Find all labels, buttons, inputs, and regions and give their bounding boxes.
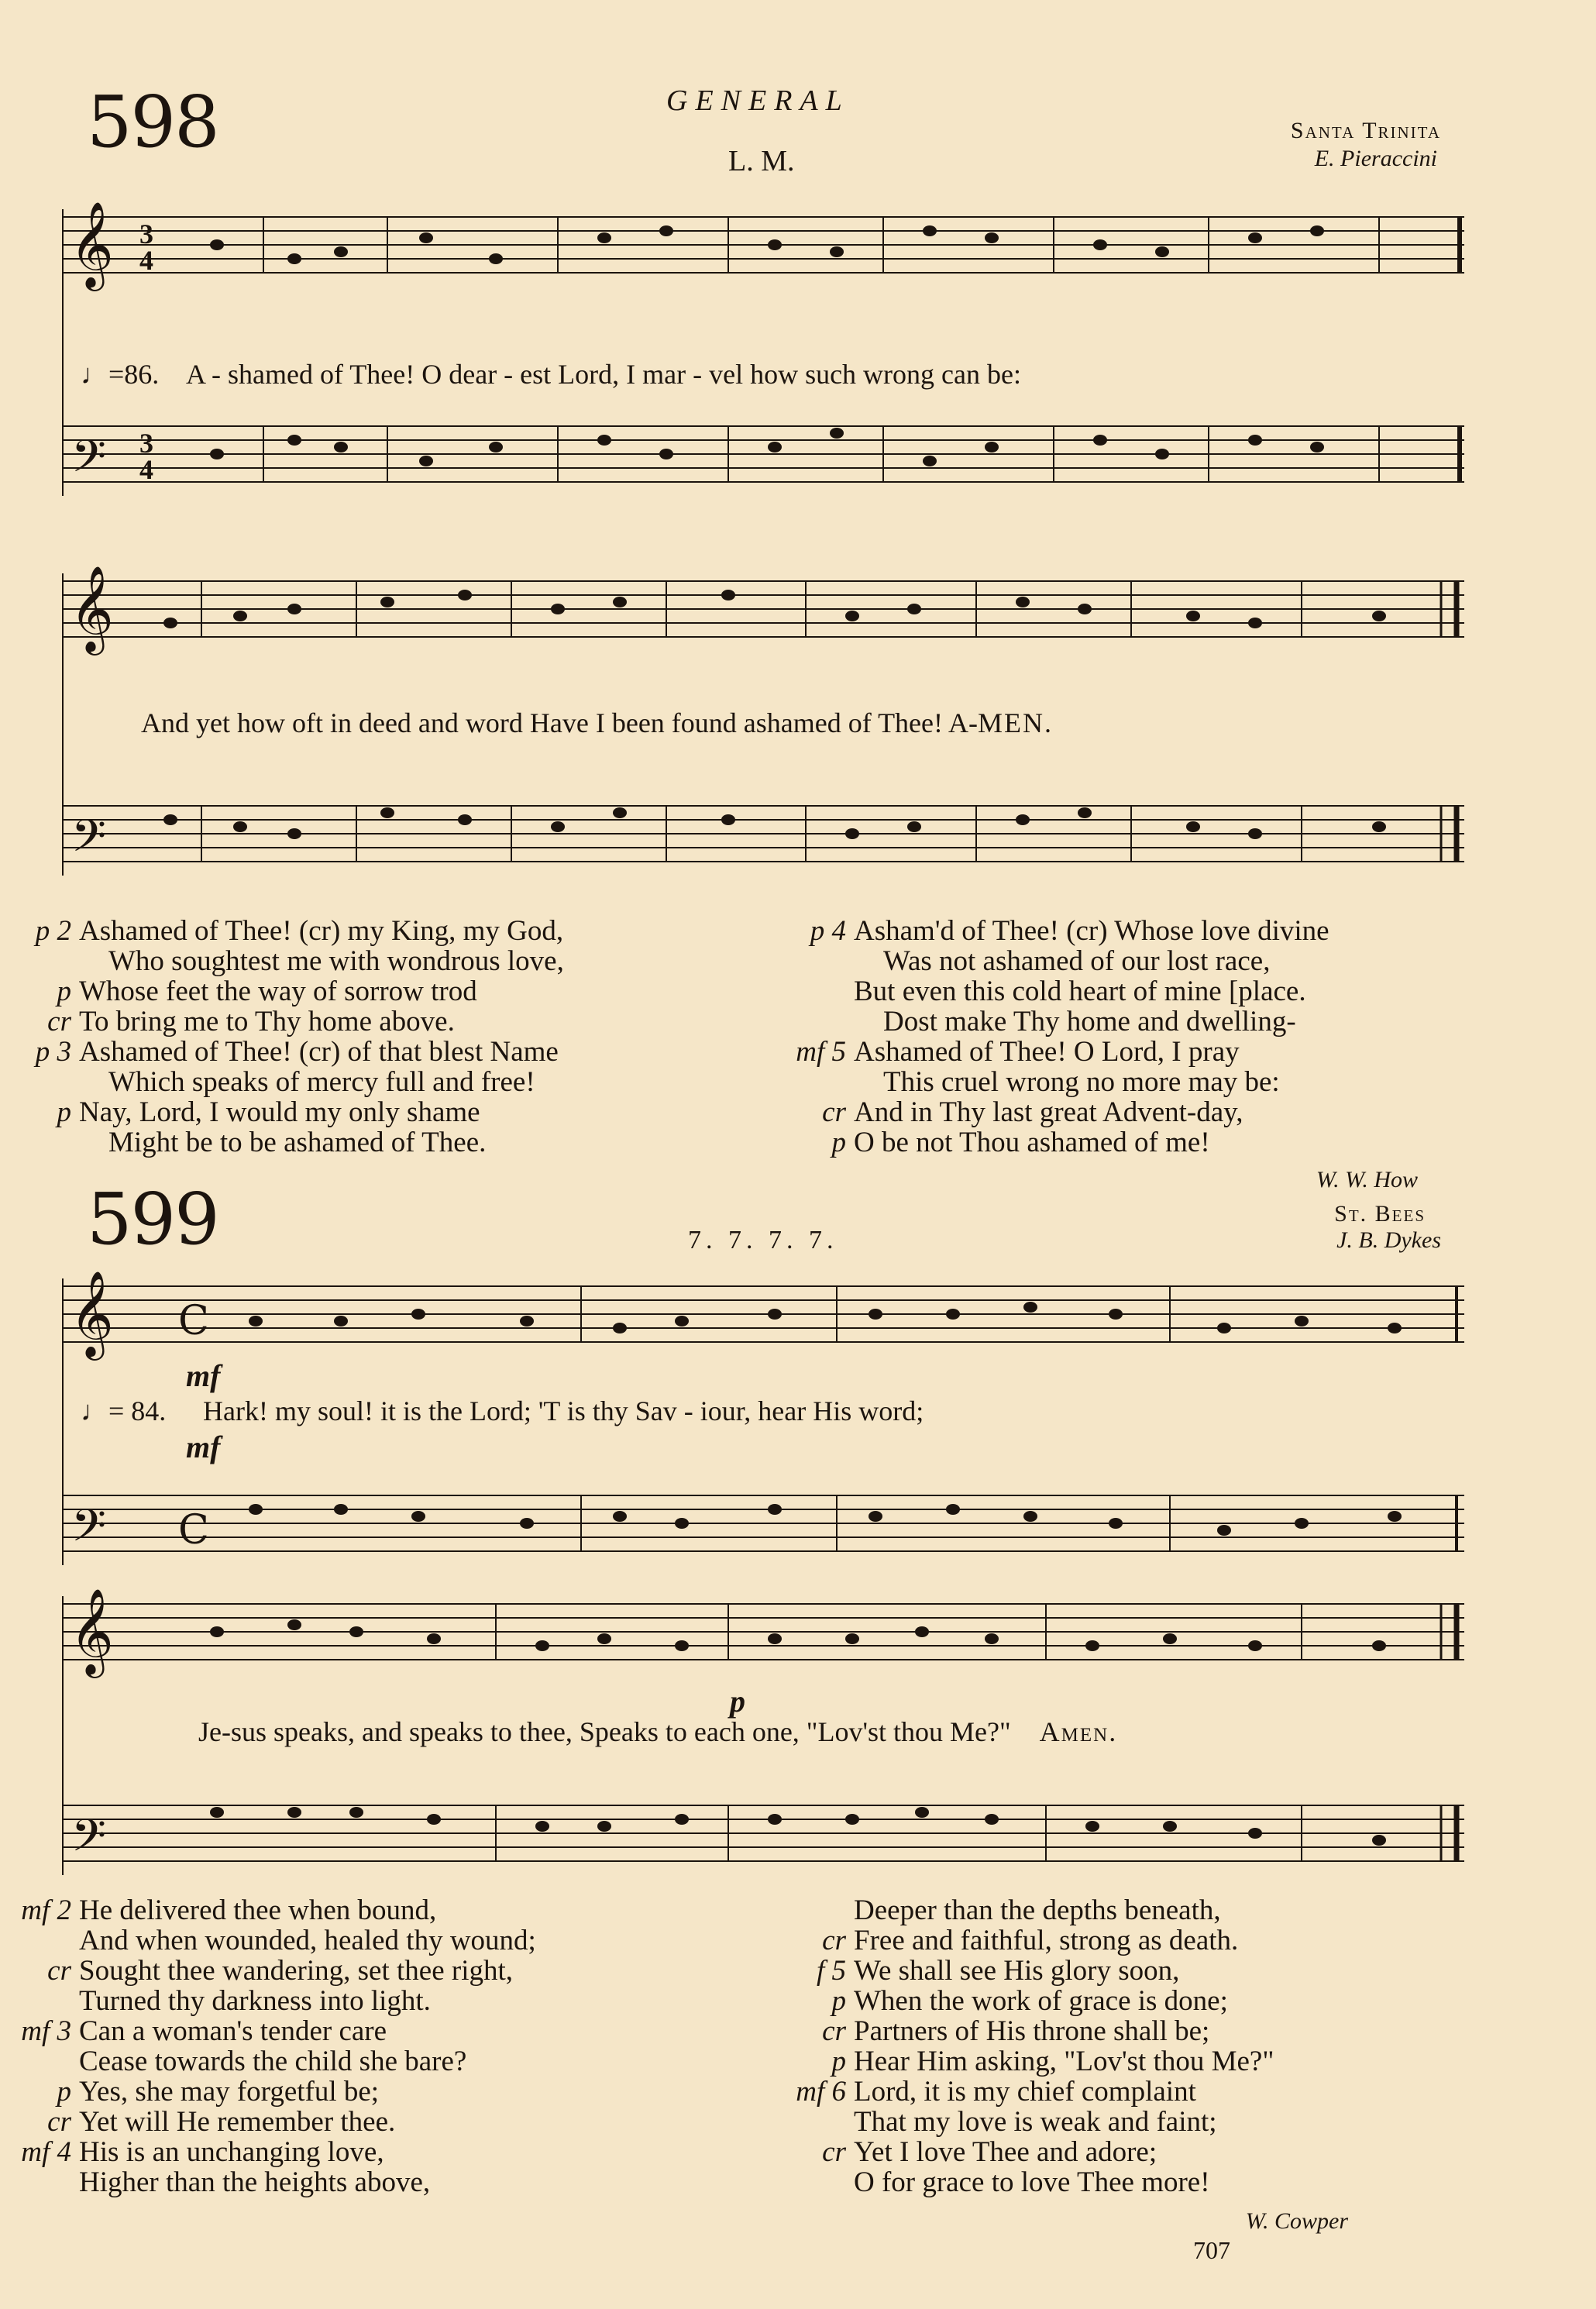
hymn-number: 598	[87, 81, 218, 163]
verse-dynamic	[0, 2167, 79, 2197]
verse-text: Was not ashamed of our lost race,	[883, 945, 1271, 977]
verse-text: Deeper than the depths beneath,	[854, 1894, 1221, 1926]
verse-line	[775, 1895, 1550, 1925]
svg-text:𝄞: 𝄞	[70, 1588, 114, 1674]
verse-text: And when wounded, healed thy wound;	[79, 1925, 536, 1956]
verse-text: O for grace to love Thee more!	[854, 2166, 1210, 2198]
svg-text:C: C	[178, 1507, 209, 1554]
verse-dynamic: cr	[822, 1096, 846, 1128]
quarter-note-icon: ♩	[81, 1395, 108, 1426]
composer-name: J. B. Dykes	[1336, 1227, 1441, 1253]
verse-text: Ashamed of Thee! (cr) of that blest Name	[79, 1036, 559, 1068]
verse-text: Yet I love Thee and adore;	[854, 2136, 1157, 2168]
verse-line	[0, 976, 783, 1007]
tune-name: Santa Trinita	[1290, 118, 1441, 143]
verse-line	[775, 1097, 1550, 1127]
svg-text:𝄞: 𝄞	[70, 201, 114, 287]
svg-text:C: C	[178, 1298, 209, 1344]
verse-text: Whose feet the way of sorrow trod	[79, 976, 477, 1007]
verse-dynamic: mf 3	[21, 2015, 71, 2047]
verse-line	[775, 1925, 1550, 1956]
verse-dynamic: p 3	[35, 1036, 71, 1068]
verse-text: Lord, it is my chief complaint	[854, 2076, 1196, 2108]
verse-line	[775, 1037, 1550, 1067]
verse-line	[775, 1067, 1550, 1097]
verse-line	[775, 1007, 1550, 1037]
verse-dynamic	[775, 1895, 854, 1925]
svg-text:𝄢: 𝄢	[71, 1499, 107, 1563]
verse-line	[0, 2016, 783, 2046]
verse-dynamic: p	[831, 1985, 846, 2017]
verse-line	[775, 2137, 1550, 2167]
verse-dynamic	[775, 2167, 854, 2197]
verse-text: That my love is weak and faint;	[854, 2106, 1217, 2138]
verse-text: This cruel wrong no more may be:	[883, 1066, 1280, 1098]
verses-column-left	[0, 1895, 783, 2197]
music-system-598-1	[62, 186, 1472, 519]
verse-dynamic: p 2	[35, 915, 71, 947]
verse-text: Higher than the heights above,	[79, 2166, 431, 2198]
verse-line	[0, 1925, 783, 1956]
verse-dynamic	[775, 1007, 854, 1037]
verse-line	[0, 916, 783, 946]
verse-text: Yet will He remember thee.	[79, 2106, 396, 2138]
verses-column-right	[775, 916, 1550, 1158]
verse-line	[0, 1127, 783, 1158]
verse-text: Cease towards the child she bare?	[79, 2046, 467, 2077]
verse-line	[775, 916, 1550, 946]
verse-text: Ashamed of Thee! (cr) my King, my God,	[79, 915, 564, 947]
verse-dynamic: cr	[822, 2015, 846, 2047]
svg-text:3: 3	[139, 428, 153, 459]
tempo-value: = 84.	[108, 1395, 167, 1426]
tempo-value: =86.	[108, 359, 160, 390]
hymn-meter: L. M.	[728, 145, 795, 177]
verse-text: O be not Thou ashamed of me!	[854, 1127, 1210, 1158]
svg-text:𝄢: 𝄢	[71, 810, 107, 873]
svg-text:4: 4	[139, 245, 153, 276]
lyrics-line: Hark! my soul! it is the Lord; 'T is thy Sav - iour, hear His word;	[203, 1395, 924, 1426]
verse-text: Dost make Thy home and dwelling-	[883, 1006, 1296, 1038]
verse-text: When the work of grace is done;	[854, 1985, 1228, 2017]
verses-column-left	[0, 916, 783, 1158]
verse-line	[775, 2016, 1550, 2046]
verse-text: Yes, she may forgetful be;	[79, 2076, 380, 2108]
verse-dynamic	[0, 1127, 79, 1158]
verse-dynamic: p	[57, 2076, 71, 2108]
verse-text: Can a woman's tender care	[79, 2015, 387, 2047]
section-heading: GENERAL	[666, 84, 850, 117]
verse-text: To bring me to Thy home above.	[79, 1006, 455, 1038]
verse-line	[0, 2077, 783, 2107]
verse-line	[0, 2046, 783, 2077]
verse-dynamic: cr	[47, 1006, 71, 1038]
verse-dynamic: mf 5	[796, 1036, 846, 1068]
dynamic-marking: p	[730, 1684, 745, 1719]
verse-line	[0, 1007, 783, 1037]
svg-text:𝄞: 𝄞	[70, 1270, 114, 1357]
verse-dynamic: cr	[822, 2136, 846, 2168]
lyrics-line: A - shamed of Thee! O dear - est Lord, I mar - vel how such wrong can be:	[186, 359, 1021, 390]
verse-text: But even this cold heart of mine [place.	[854, 976, 1306, 1007]
verse-line	[775, 1127, 1550, 1158]
verse-text: Asham'd of Thee! (cr) Whose love divine	[854, 915, 1329, 947]
verse-line	[775, 2077, 1550, 2107]
verse-line	[0, 1067, 783, 1097]
page-number: 707	[1193, 2236, 1230, 2264]
verse-text: And in Thy last great Advent-day,	[854, 1096, 1243, 1128]
verse-text: Sought thee wandering, set thee right,	[79, 1955, 514, 1987]
tune-name: St. Bees	[1334, 1201, 1426, 1227]
amen-text: MEN.	[978, 707, 1053, 738]
verse-line	[775, 2107, 1550, 2137]
tempo-marking	[81, 1395, 166, 1427]
hymn-number: 599	[87, 1178, 218, 1261]
staff-notation	[62, 186, 1472, 519]
verse-line	[0, 2167, 783, 2197]
svg-text:𝄞: 𝄞	[70, 565, 114, 652]
verse-dynamic	[0, 1067, 79, 1097]
svg-text:𝄢: 𝄢	[71, 1809, 107, 1873]
tempo-marking	[81, 358, 159, 391]
verse-line	[775, 1956, 1550, 1986]
verses-column-right	[775, 1895, 1550, 2197]
verse-dynamic: p 4	[810, 915, 846, 947]
verse-line	[775, 946, 1550, 976]
lyrics-text: Je-sus speaks, and speaks to thee, Speaks to each one, "Lov'st thou Me?"	[198, 1716, 1011, 1747]
verse-text: Free and faithful, strong as death.	[854, 1925, 1239, 1956]
verse-line	[775, 976, 1550, 1007]
verse-dynamic	[775, 976, 854, 1007]
verse-line	[0, 946, 783, 976]
verse-line	[0, 2137, 783, 2167]
verse-dynamic: p	[831, 2046, 846, 2077]
verse-dynamic: p	[57, 976, 71, 1007]
svg-text:4: 4	[139, 454, 153, 485]
verse-line	[775, 1986, 1550, 2016]
composer-name: E. Pieraccini	[1314, 146, 1437, 171]
verse-text: Ashamed of Thee! O Lord, I pray	[854, 1036, 1240, 1068]
verse-dynamic	[0, 1925, 79, 1956]
verse-line	[0, 1986, 783, 2016]
verse-text: Partners of His throne shall be;	[854, 2015, 1210, 2047]
verse-line	[775, 2046, 1550, 2077]
verse-dynamic: p	[831, 1127, 846, 1158]
verse-line	[0, 2107, 783, 2137]
verse-dynamic	[775, 1067, 854, 1097]
verse-dynamic: cr	[822, 1925, 846, 1956]
author-credit: W. Cowper	[1245, 2208, 1348, 2234]
verse-text: Hear Him asking, "Lov'st thou Me?"	[854, 2046, 1274, 2077]
verse-dynamic	[0, 2046, 79, 2077]
verse-dynamic: cr	[47, 2106, 71, 2138]
verse-dynamic: mf 2	[21, 1894, 71, 1926]
quarter-note-icon: ♩	[81, 359, 108, 390]
verse-text: Who soughtest me with wondrous love,	[108, 945, 564, 977]
lyrics-line	[141, 707, 1053, 739]
verse-text: Turned thy darkness into light.	[79, 1985, 431, 2017]
verse-dynamic	[0, 1986, 79, 2016]
verse-dynamic: mf 6	[796, 2076, 846, 2108]
verse-dynamic	[775, 2107, 854, 2137]
verse-dynamic: p	[57, 1096, 71, 1128]
verse-text: Which speaks of mercy full and free!	[108, 1066, 535, 1098]
verse-dynamic: cr	[47, 1955, 71, 1987]
author-credit: W. W. How	[1316, 1167, 1418, 1192]
amen-text: Amen.	[1039, 1716, 1118, 1747]
verse-line	[0, 1956, 783, 1986]
verse-dynamic	[775, 946, 854, 976]
dynamic-marking: mf	[186, 1430, 221, 1464]
verse-line	[775, 2167, 1550, 2197]
verse-dynamic: mf 4	[21, 2136, 71, 2168]
verse-text: He delivered thee when bound,	[79, 1894, 437, 1926]
lyrics-line	[198, 1715, 1117, 1748]
lyrics-text: And yet how oft in deed and word Have I been found ashamed of Thee! A-	[141, 707, 978, 738]
verse-text: We shall see His glory soon,	[854, 1955, 1180, 1987]
hymn-meter: 7. 7. 7. 7.	[688, 1226, 838, 1254]
verse-line	[0, 1037, 783, 1067]
svg-text:𝄢: 𝄢	[71, 430, 107, 494]
svg-text:3: 3	[139, 219, 153, 249]
verse-dynamic: f 5	[816, 1955, 846, 1987]
verse-dynamic	[0, 946, 79, 976]
verse-text: Might be to be ashamed of Thee.	[108, 1127, 487, 1158]
verse-text: Nay, Lord, I would my only shame	[79, 1096, 480, 1128]
verse-line	[0, 1097, 783, 1127]
verse-text: His is an unchanging love,	[79, 2136, 384, 2168]
verse-line	[0, 1895, 783, 1925]
dynamic-marking: mf	[186, 1358, 221, 1393]
